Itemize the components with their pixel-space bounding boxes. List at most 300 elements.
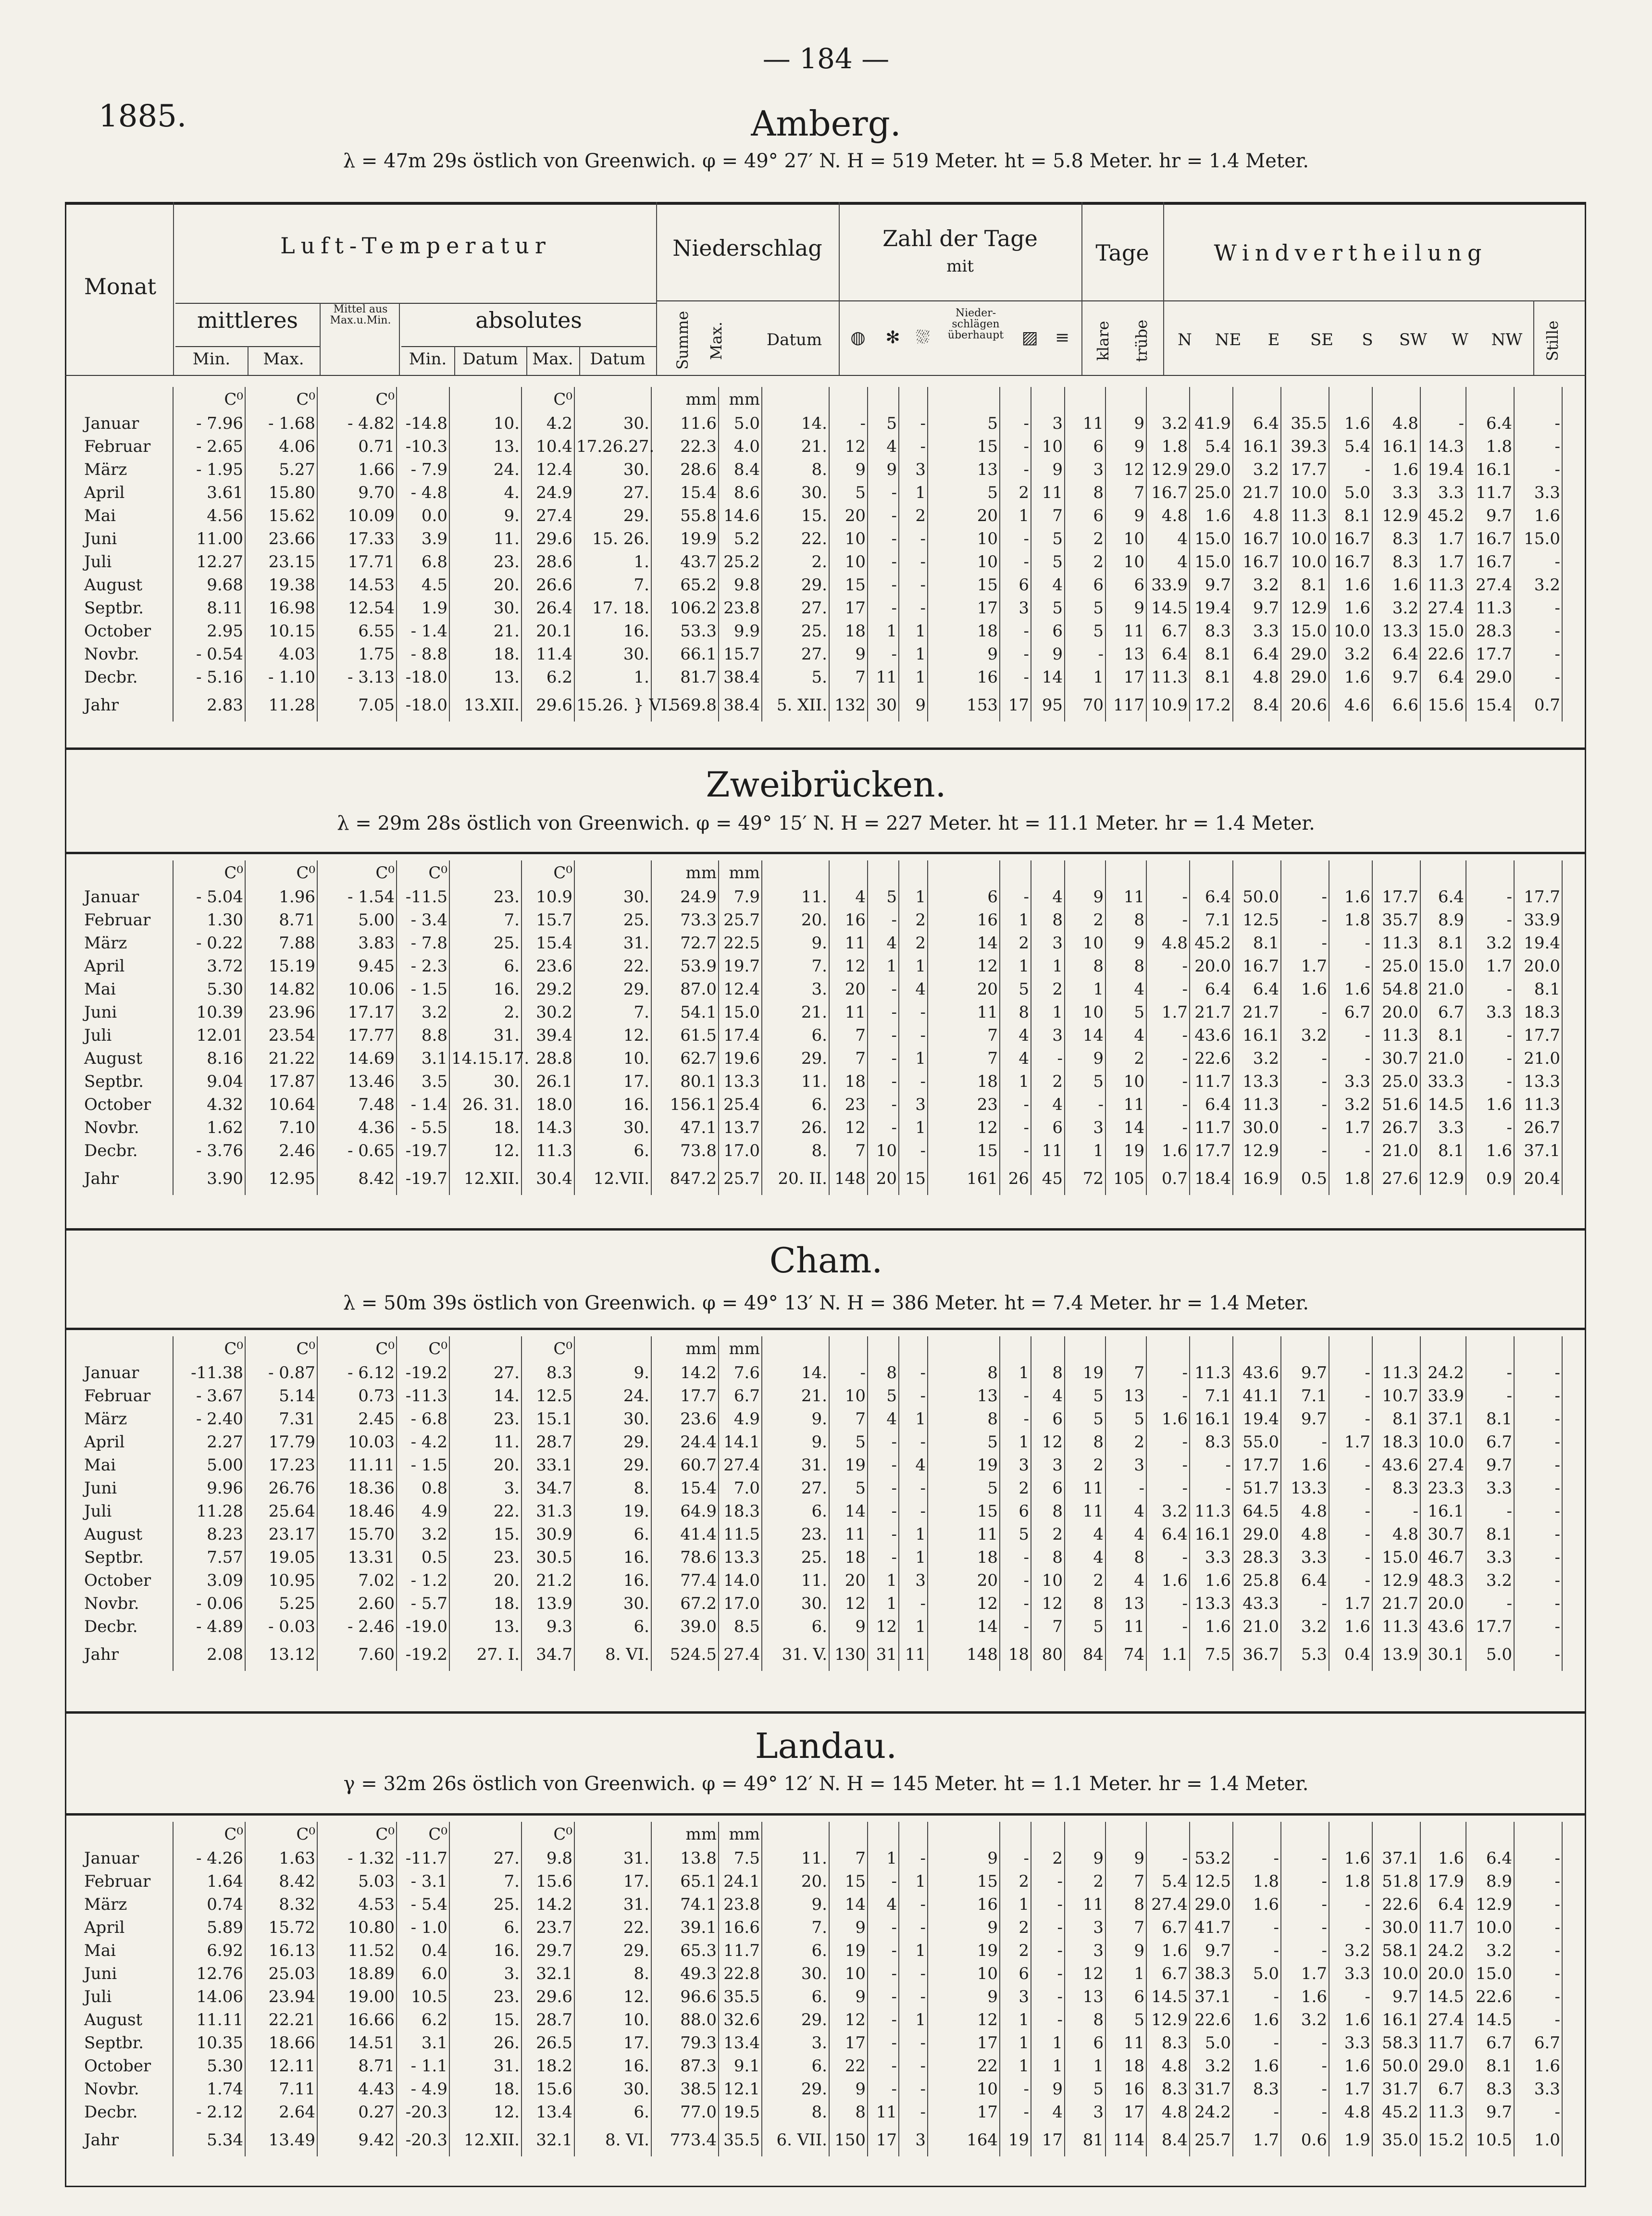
table-cell: 9: [829, 458, 868, 481]
table-cell: 23.96: [245, 1001, 317, 1024]
table-cell: -: [1281, 1916, 1329, 1939]
table-cell: [1562, 1070, 1613, 1093]
table-cell: 3: [899, 1093, 928, 1116]
table-cell: 8.3: [1233, 2078, 1281, 2101]
table-cell: -: [1281, 1116, 1329, 1139]
table-cell: - 5.4: [397, 1893, 449, 1916]
table-cell: 16.7: [1329, 527, 1372, 550]
table-cell: 21.7: [1372, 1592, 1420, 1615]
table-cell: -: [868, 550, 899, 573]
table-cell: 4: [1031, 885, 1065, 909]
table-cell: 23.: [449, 1546, 522, 1569]
table-cell: 15: [899, 1162, 928, 1195]
table-cell: 6: [928, 885, 1000, 909]
table-cell: 9.45: [317, 955, 397, 978]
table-cell: 3.2: [1329, 1093, 1372, 1116]
table-cell: 35.7: [1372, 909, 1420, 932]
table-cell: 6.7: [1420, 1001, 1466, 1024]
table-cell: 26.1: [522, 1070, 574, 1093]
table-cell: 17.33: [317, 527, 397, 550]
header-max-vertical: Max.: [707, 321, 725, 361]
table-row: [65, 1500, 1613, 1523]
table-cell: 5: [868, 412, 899, 435]
table-cell: 11.3: [1233, 1093, 1281, 1116]
table-cell: - 1.32: [317, 1847, 397, 1870]
station-title: Landau.: [755, 1726, 897, 1766]
table-row: [65, 435, 1613, 458]
table-row: [65, 1847, 1613, 1870]
table-cell: [1562, 1870, 1613, 1893]
table-cell: 10: [928, 527, 1000, 550]
table-cell: -: [829, 412, 868, 435]
table-cell: 3: [1031, 1454, 1065, 1477]
table-cell: 3.61: [173, 481, 245, 504]
table-cell: 12.9: [1372, 504, 1420, 527]
table-cell: 7.10: [245, 1116, 317, 1139]
table-cell: -: [899, 550, 928, 573]
table-cell: 17.17: [317, 1001, 397, 1024]
header-abs-min: Min.: [409, 349, 447, 369]
table-cell: 2.45: [317, 1407, 397, 1431]
table-cell: 7.1: [1190, 909, 1233, 932]
table-cell: 4.9: [397, 1500, 449, 1523]
table-cell: [1562, 458, 1613, 481]
table-cell: -: [1146, 1361, 1190, 1384]
table-cell: 9: [928, 1916, 1000, 1939]
table-cell: 26.7: [1372, 1116, 1420, 1139]
table-cell: 5: [829, 1431, 868, 1454]
table-cell: 31.: [574, 932, 651, 955]
table-cell: 2: [1065, 909, 1105, 932]
table-cell: 26. 31.: [449, 1093, 522, 1116]
table-cell: 0.6: [1281, 2124, 1329, 2156]
table-cell: 24.2: [1420, 1361, 1466, 1384]
thunder-symbol-icon: ▨: [1021, 328, 1038, 348]
header-windvertheilung: Windvertheilung: [1214, 240, 1488, 266]
table-cell: 15.0: [1420, 620, 1466, 643]
table-cell: -: [1233, 1916, 1281, 1939]
table-cell: 15.0: [1372, 1546, 1420, 1569]
table-cell: 38.3: [1190, 1962, 1233, 1985]
table-cell: [1562, 573, 1613, 597]
table-cell: 19.: [574, 1500, 651, 1523]
table-cell: -: [899, 2101, 928, 2124]
table-cell: 17.2: [1190, 689, 1233, 722]
table-cell: 12: [1031, 1431, 1065, 1454]
table-cell: 1: [1031, 2054, 1065, 2078]
table-cell: 0.8: [397, 1477, 449, 1500]
table-cell: 18.: [449, 1116, 522, 1139]
table-cell: -: [899, 1001, 928, 1024]
table-cell: 6: [1000, 1500, 1031, 1523]
section-separator: [65, 1228, 1586, 1231]
table-cell: 7: [1031, 504, 1065, 527]
table-cell: -: [868, 2078, 899, 2101]
table-cell: -: [1466, 1070, 1514, 1093]
table-cell: 16.7: [1329, 550, 1372, 573]
table-cell: 16: [928, 1893, 1000, 1916]
table-cell: [1190, 860, 1233, 885]
table-cell: 3.2: [397, 1523, 449, 1546]
table-cell: 3: [1065, 1916, 1105, 1939]
table-cell: 1.9: [397, 597, 449, 620]
table-cell: 12.4: [522, 458, 574, 481]
table-cell: -: [1514, 1407, 1562, 1431]
table-cell: -: [1514, 1592, 1562, 1615]
table-cell: -: [1000, 1847, 1031, 1870]
table-cell: 12.XII.: [449, 1162, 522, 1195]
table-cell: 4.9: [719, 1407, 762, 1431]
table-cell: 9.: [762, 1431, 829, 1454]
table-cell: -: [899, 1893, 928, 1916]
table-cell: 14.15.17.: [449, 1047, 522, 1070]
table-cell: -20.3: [397, 2101, 449, 2124]
table-cell: [1562, 1985, 1613, 2008]
table-cell: -: [1000, 1407, 1031, 1431]
table-cell: -: [1146, 1477, 1190, 1500]
table-cell: 15.4: [651, 1477, 719, 1500]
table-cell: 29.: [574, 1939, 651, 1962]
header-wind-ne: NE: [1215, 330, 1242, 349]
table-cell: 16.7: [1233, 550, 1281, 573]
table-cell: [1420, 387, 1466, 412]
table-cell: [1329, 860, 1372, 885]
table-cell: -: [1329, 1139, 1372, 1162]
table-cell: 9: [1065, 1047, 1105, 1070]
section-separator: [65, 747, 1586, 750]
table-cell: 12.5: [522, 1384, 574, 1407]
table-cell: Februar: [84, 910, 151, 930]
table-cell: April: [84, 957, 125, 976]
table-cell: -: [1329, 1024, 1372, 1047]
table-cell: 12.: [574, 1024, 651, 1047]
table-cell: 7.48: [317, 1093, 397, 1116]
table-cell: 9: [1105, 435, 1146, 458]
table-cell: 4: [1146, 550, 1190, 573]
table-cell: 4: [868, 1407, 899, 1431]
table-cell: 17.7: [1514, 885, 1562, 909]
table-cell: [1281, 1822, 1329, 1847]
table-cell: 10.06: [317, 978, 397, 1001]
table-cell: 14.06: [173, 1985, 245, 2008]
table-cell: 27.: [574, 481, 651, 504]
table-cell: 23.8: [719, 597, 762, 620]
table-cell: [1562, 1116, 1613, 1139]
table-cell: 60.7: [651, 1454, 719, 1477]
table-cell: 6.: [762, 1985, 829, 2008]
table-cell: 17: [1105, 2101, 1146, 2124]
table-cell: -: [1514, 550, 1562, 573]
table-cell: 6: [1031, 1477, 1065, 1500]
table-cell: - 3.4: [397, 909, 449, 932]
table-cell: 1: [868, 1569, 899, 1592]
table-cell: 1.6: [1190, 1615, 1233, 1638]
table-cell: -: [1514, 1546, 1562, 1569]
table-cell: 6.7: [1466, 2031, 1514, 2054]
table-cell: [1146, 1336, 1190, 1361]
table-cell: 15.19: [245, 955, 317, 978]
table-cell: 2.95: [173, 620, 245, 643]
table-cell: 6: [1065, 504, 1105, 527]
table-cell: Jahr: [84, 1645, 119, 1664]
table-cell: 11: [899, 1638, 928, 1671]
table-cell: 21.0: [1233, 1615, 1281, 1638]
table-cell: 12: [1105, 458, 1146, 481]
table-cell: 9.7: [1190, 1939, 1233, 1962]
table-cell: [1372, 860, 1420, 885]
table-cell: 1: [899, 1939, 928, 1962]
table-cell: Februar: [84, 437, 151, 456]
table-cell: [762, 860, 829, 885]
table-cell: [1105, 387, 1146, 412]
table-cell: 21.: [762, 435, 829, 458]
table-cell: [397, 387, 449, 412]
table-cell: -: [1000, 885, 1031, 909]
table-cell: - 1.2: [397, 1569, 449, 1592]
table-cell: 3.3: [1281, 1546, 1329, 1569]
table-cell: 9.42: [317, 2124, 397, 2156]
table-cell: 10.: [574, 1047, 651, 1070]
table-cell: 19.4: [1420, 458, 1466, 481]
header-mittleres: mittleres: [197, 307, 298, 333]
table-cell: 13.12: [245, 1638, 317, 1671]
table-cell: 13.: [449, 435, 522, 458]
table-cell: 30: [868, 689, 899, 722]
table-cell: 1.6: [1233, 2054, 1281, 2078]
table-cell: - 1.1: [397, 2054, 449, 2078]
table-cell: 5: [1105, 2008, 1146, 2031]
table-cell: 13: [928, 458, 1000, 481]
table-cell: 2.: [762, 550, 829, 573]
table-cell: - 4.82: [317, 412, 397, 435]
table-cell: 27.4: [719, 1454, 762, 1477]
table-cell: 5.30: [173, 978, 245, 1001]
header-wind-nw: NW: [1491, 330, 1523, 349]
table-cell: 15.4: [651, 481, 719, 504]
table-cell: [1562, 597, 1613, 620]
table-cell: 1.6: [1329, 666, 1372, 689]
table-cell: Juni: [84, 1479, 117, 1498]
table-cell: 13.3: [1233, 1070, 1281, 1093]
table-cell: [1466, 1822, 1514, 1847]
table-cell: 7.5: [719, 1847, 762, 1870]
table-cell: 14.5: [1420, 1985, 1466, 2008]
table-cell: 12.VII.: [574, 1162, 651, 1195]
table-row: [65, 1477, 1613, 1500]
table-cell: 14.5: [1146, 1985, 1190, 2008]
table-cell: August: [84, 1525, 143, 1544]
table-cell: 18: [928, 620, 1000, 643]
table-cell: -: [1233, 2101, 1281, 2124]
table-row: [65, 1431, 1613, 1454]
table-cell: -: [899, 2078, 928, 2101]
table-cell: 8: [1065, 1431, 1105, 1454]
table-cell: 4: [868, 932, 899, 955]
table-cell: 51.8: [1372, 1870, 1420, 1893]
table-cell: 16.: [574, 2054, 651, 2078]
table-cell: 6.4: [1466, 412, 1514, 435]
table-cell: 6.: [762, 2054, 829, 2078]
table-cell: 19: [1065, 1361, 1105, 1384]
table-cell: -: [1281, 1870, 1329, 1893]
table-cell: [1562, 1431, 1613, 1454]
table-cell: [1190, 1822, 1233, 1847]
table-cell: 5.4: [1146, 1870, 1190, 1893]
table-row: [65, 955, 1613, 978]
table-cell: 4.6: [1329, 689, 1372, 722]
table-cell: 148: [829, 1162, 868, 1195]
table-cell: 18.3: [1372, 1431, 1420, 1454]
header-abs-datum2: Datum: [590, 349, 646, 369]
table-cell: -: [1372, 1500, 1420, 1523]
table-cell: 11.4: [522, 643, 574, 666]
table-cell: [1562, 978, 1613, 1001]
table-cell: 7: [829, 666, 868, 689]
table-cell: -: [1281, 2054, 1329, 2078]
table-cell: 0.7: [1146, 1162, 1190, 1195]
table-cell: 14.82: [245, 978, 317, 1001]
table-cell: 16.1: [1420, 1500, 1466, 1523]
table-cell: -: [1514, 643, 1562, 666]
table-cell: 1.6: [1329, 412, 1372, 435]
table-cell: 29.: [574, 504, 651, 527]
table-cell: 1: [1000, 1431, 1031, 1454]
table-cell: 7.31: [245, 1407, 317, 1431]
table-cell: April: [84, 1918, 125, 1937]
table-cell: 9: [928, 643, 1000, 666]
table-cell: [899, 1336, 928, 1361]
table-cell: - 0.65: [317, 1139, 397, 1162]
table-cell: 28.7: [522, 2008, 574, 2031]
table-cell: 1.7: [1281, 955, 1329, 978]
table-cell: [1562, 1139, 1613, 1162]
table-cell: 10: [1031, 1569, 1065, 1592]
table-cell: 19: [1000, 2124, 1031, 2156]
table-cell: C⁰: [317, 1822, 397, 1847]
table-cell: 30.: [449, 1070, 522, 1093]
table-cell: 15.2: [1420, 2124, 1466, 2156]
table-cell: 11: [1105, 1093, 1146, 1116]
table-cell: 15: [829, 573, 868, 597]
table-cell: 12.4: [719, 978, 762, 1001]
table-cell: 7.5: [1190, 1638, 1233, 1671]
table-row: [65, 1893, 1613, 1916]
table-cell: 18.2: [522, 2054, 574, 2078]
table-cell: 70: [1065, 689, 1105, 722]
table-cell: -: [868, 597, 899, 620]
table-cell: [1031, 387, 1065, 412]
table-cell: -: [1233, 1985, 1281, 2008]
table-cell: 1.8: [1329, 1870, 1372, 1893]
table-cell: 21.0: [1420, 978, 1466, 1001]
table-cell: 1.6: [1420, 1847, 1466, 1870]
table-cell: 19.38: [245, 573, 317, 597]
table-cell: 20: [829, 1569, 868, 1592]
table-cell: 1: [1031, 2031, 1065, 2054]
table-cell: 13.3: [1281, 1477, 1329, 1500]
table-cell: [1420, 860, 1466, 885]
table-cell: 13.4: [522, 2101, 574, 2124]
table-cell: März: [84, 934, 127, 953]
table-cell: 1.6: [1146, 1939, 1190, 1962]
table-cell: 4.8: [1233, 504, 1281, 527]
table-cell: [1233, 1822, 1281, 1847]
table-cell: 9.8: [522, 1847, 574, 1870]
table-cell: 9: [1065, 885, 1105, 909]
table-cell: 7.88: [245, 932, 317, 955]
table-cell: [928, 1336, 1000, 1361]
table-cell: 5.14: [245, 1384, 317, 1407]
table-cell: [1562, 885, 1613, 909]
table-cell: -: [1466, 1500, 1514, 1523]
table-cell: 7.6: [719, 1361, 762, 1384]
table-cell: 4: [829, 885, 868, 909]
table-cell: 23.7: [522, 1916, 574, 1939]
table-cell: 9.04: [173, 1070, 245, 1093]
table-cell: C⁰: [522, 387, 574, 412]
table-cell: -: [1031, 1893, 1065, 1916]
table-cell: 18.66: [245, 2031, 317, 2054]
table-cell: -: [899, 1070, 928, 1093]
table-cell: 4.36: [317, 1116, 397, 1139]
table-cell: 4.32: [173, 1093, 245, 1116]
table-cell: 17.9: [1420, 1870, 1466, 1893]
table-cell: 6.: [762, 1939, 829, 1962]
table-row: [65, 2101, 1613, 2124]
table-cell: -18.0: [397, 666, 449, 689]
table-cell: [1146, 860, 1190, 885]
table-cell: 10: [928, 1962, 1000, 1985]
table-cell: [1065, 860, 1105, 885]
table-cell: 1: [899, 1615, 928, 1638]
table-cell: 2: [1065, 1454, 1105, 1477]
table-cell: -: [1146, 1116, 1190, 1139]
table-cell: 20.: [449, 1569, 522, 1592]
table-cell: 6.2: [522, 666, 574, 689]
table-cell: -: [1146, 955, 1190, 978]
table-cell: 6.4: [1190, 978, 1233, 1001]
table-cell: 1: [868, 620, 899, 643]
table-cell: 9: [1105, 1939, 1146, 1962]
table-cell: [1562, 1047, 1613, 1070]
table-cell: 9.8: [719, 573, 762, 597]
table-cell: 1: [1031, 955, 1065, 978]
table-cell: 24.2: [1420, 1939, 1466, 1962]
table-cell: 1: [868, 955, 899, 978]
table-cell: [868, 860, 899, 885]
table-cell: -: [1281, 1093, 1329, 1116]
table-cell: [1281, 1336, 1329, 1361]
table-cell: 3.2: [1146, 412, 1190, 435]
table-cell: 3.3: [1329, 1070, 1372, 1093]
table-cell: [1562, 1024, 1613, 1047]
table-cell: 105: [1105, 1162, 1146, 1195]
table-cell: 30.: [574, 1592, 651, 1615]
table-cell: 3.2: [1281, 1024, 1329, 1047]
table-cell: 43.7: [651, 550, 719, 573]
table-cell: -: [868, 1477, 899, 1500]
table-cell: 29.: [762, 573, 829, 597]
units-row: [65, 387, 1613, 412]
table-cell: 9: [829, 1615, 868, 1638]
table-row: [65, 1916, 1613, 1939]
table-cell: [1562, 1847, 1613, 1870]
table-cell: 9: [1105, 1847, 1146, 1870]
table-cell: - 6.8: [397, 1407, 449, 1431]
header-wind-sw: SW: [1399, 330, 1428, 349]
table-cell: 17: [829, 597, 868, 620]
table-cell: 15: [928, 1139, 1000, 1162]
